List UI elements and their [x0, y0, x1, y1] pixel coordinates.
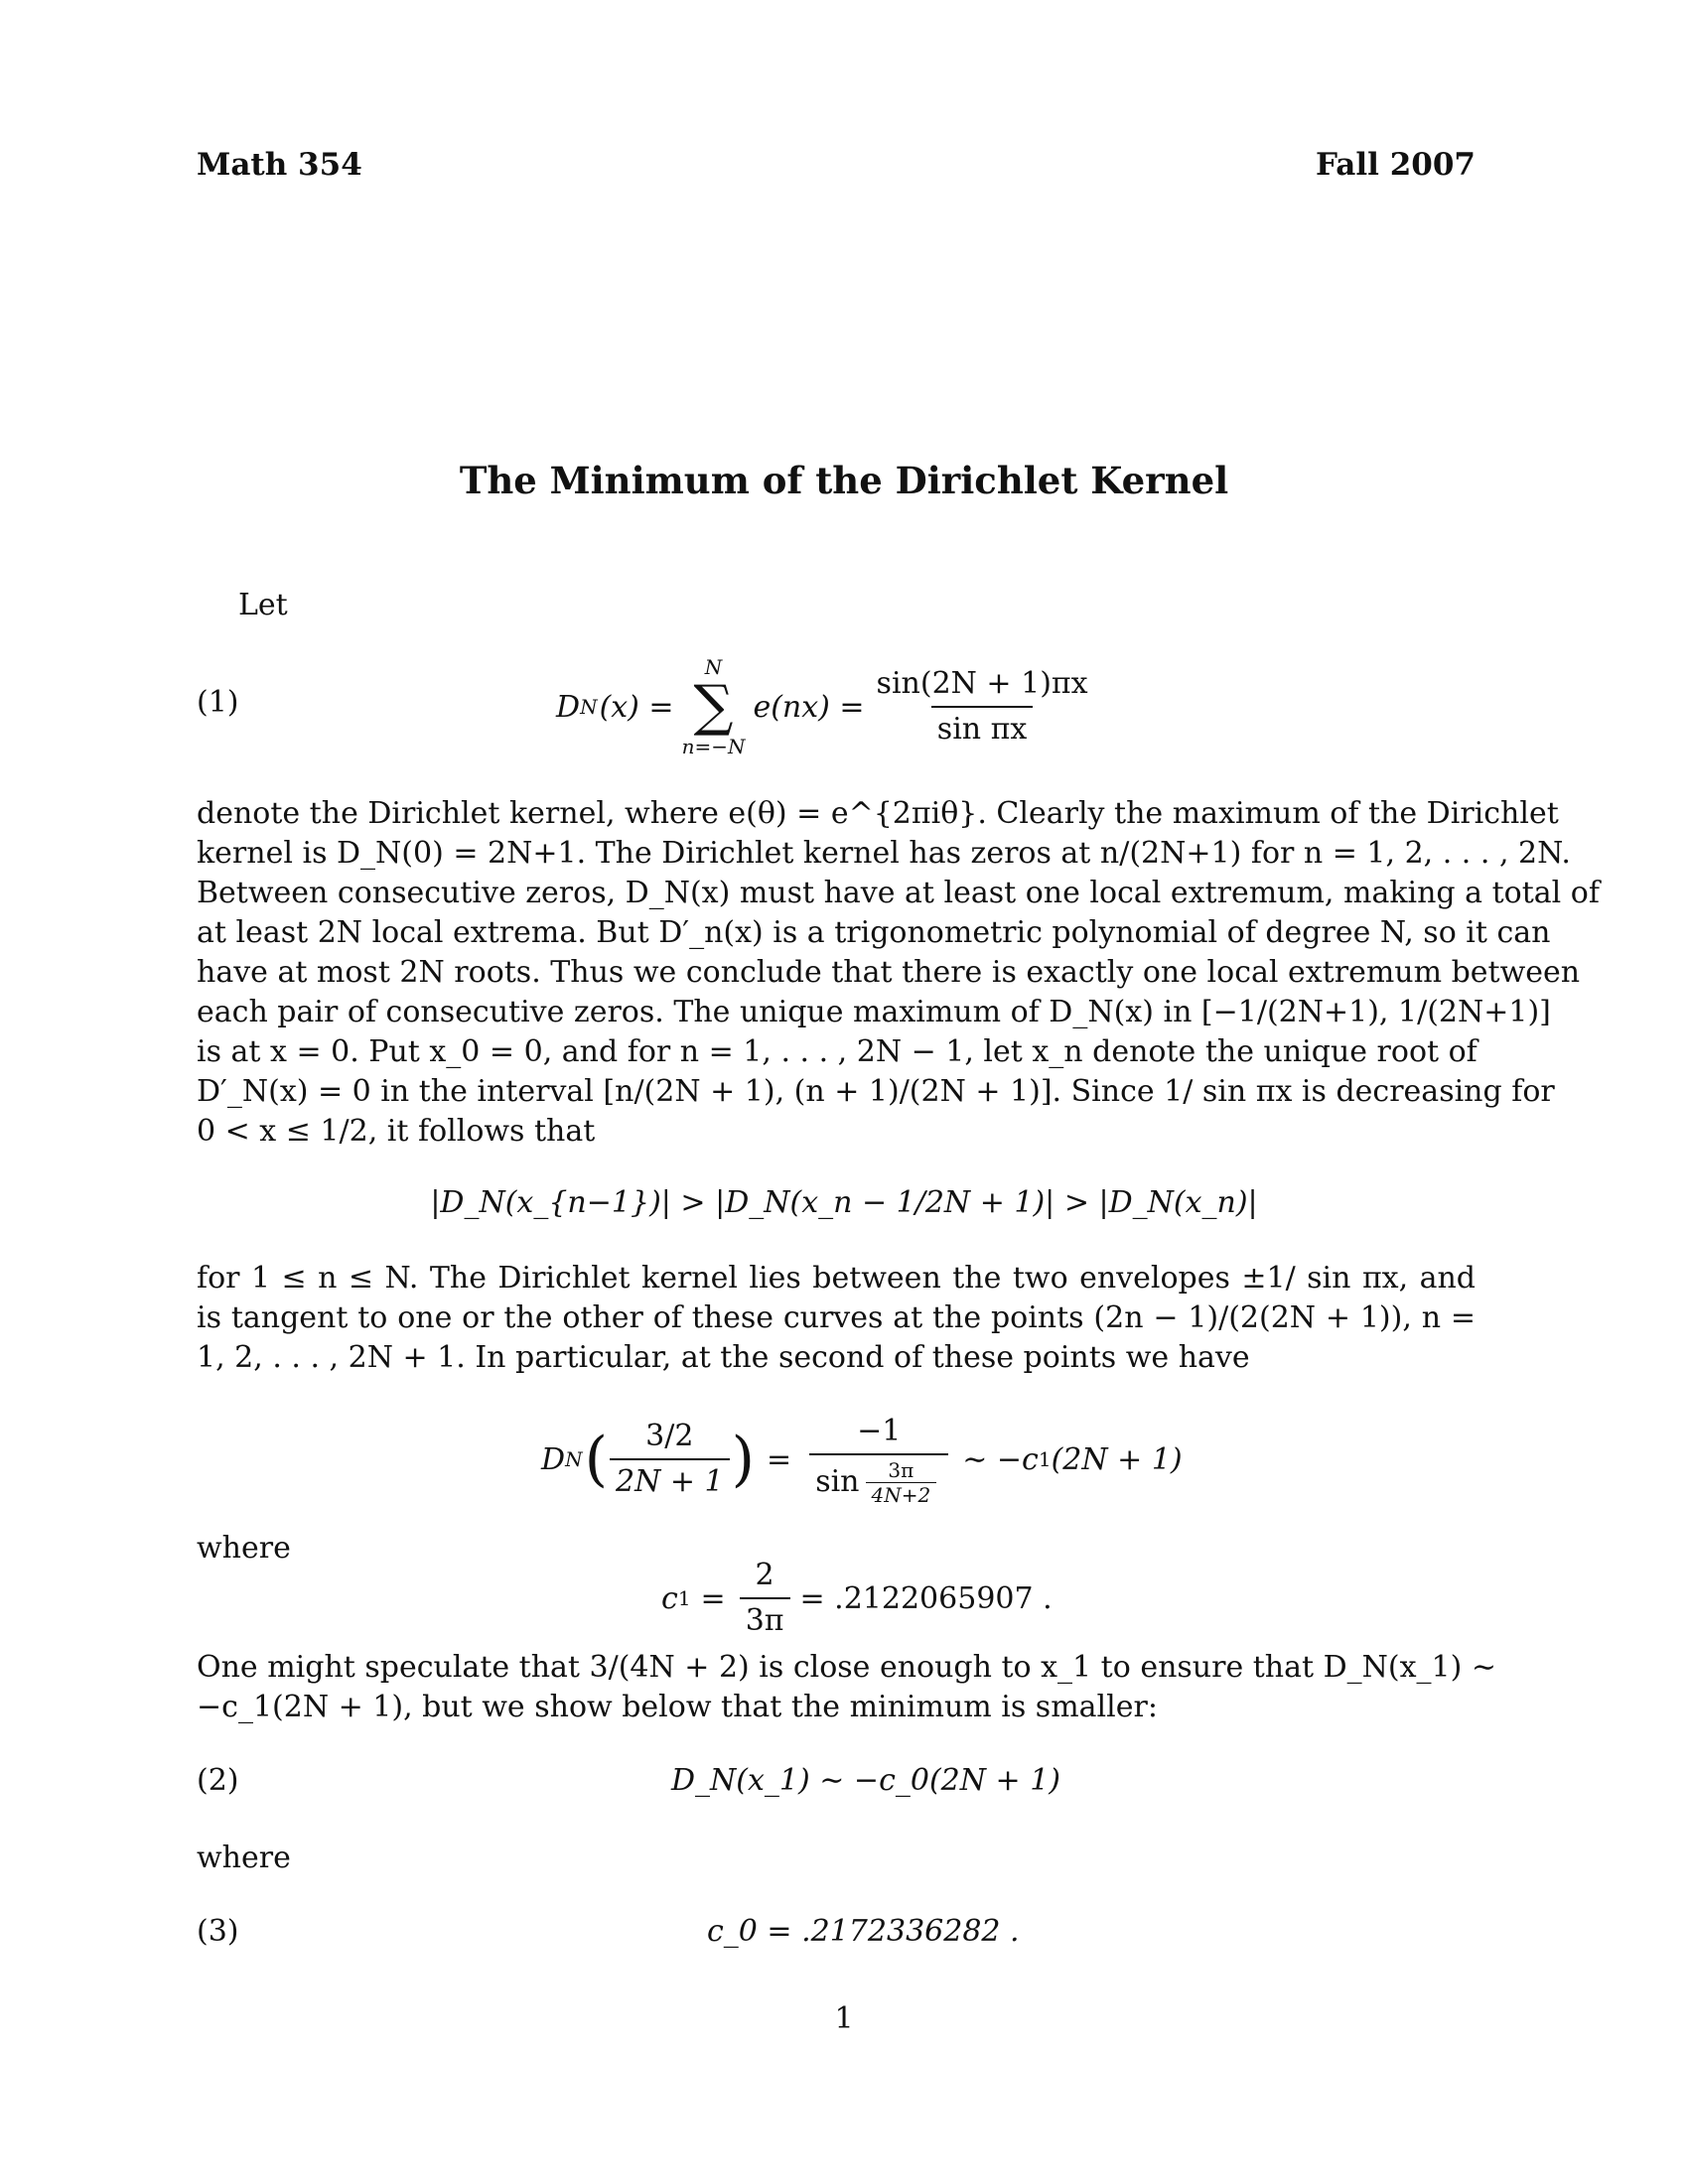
para1-line: kernel is D_N(0) = 2N+1. The Dirichlet kernel has zeros at n/(2N+1) for n = 1, 2, . . . , 2N.: [197, 836, 1571, 871]
intro-text: Let: [238, 588, 288, 622]
eqc-rhs-fraction: [809, 1414, 948, 1506]
course-label: Math 354: [197, 147, 362, 183]
eq1-term: e(nx) =: [753, 689, 865, 725]
sum-upper-limit: N: [704, 655, 723, 679]
para2-line: is tangent to one or the other of these curves at the points (2n − 1)/(2(2N + 1)), n =: [197, 1300, 1476, 1335]
para3-line: One might speculate that 3/(4N + 2) is close enough to x_1 to ensure that D_N(x_1) ∼: [197, 1650, 1496, 1685]
paragraph-1: [197, 794, 1600, 1152]
where-label-1: where: [197, 1531, 291, 1566]
c1-value: = .2122065907 .: [799, 1580, 1053, 1616]
where-label-2: where: [197, 1841, 291, 1875]
paragraph-2: [197, 1259, 1476, 1378]
equation-number-1: (1): [197, 685, 239, 720]
summation: [682, 655, 746, 758]
para1-line: each pair of consecutive zeros. The unique maximum of D_N(x) in [−1/(2N+1), 1/(2N+1)]: [197, 995, 1551, 1029]
eq1-numerator: sin(2N + 1)πx: [876, 666, 1088, 701]
eq1-lhs-arg: (x) =: [599, 689, 674, 725]
sum-lower-limit: n=−N: [681, 735, 746, 758]
eqc-rhs-numerator: −1: [857, 1413, 902, 1448]
c1-fraction: [740, 1558, 790, 1639]
equation-second-point: D N ( $\frac{3/2}{2N + 1}$ ) = −1 sin $\frac{3\pi}{4N+2}$ ∼ −c 1 (2N + 1): [541, 1413, 1183, 1507]
equation-number-3: (3): [197, 1914, 239, 1949]
eqc-arg-fraction: [610, 1419, 730, 1500]
eqc-lhs: D: [541, 1441, 566, 1477]
inner-denominator: 4N+2: [866, 1482, 937, 1506]
term-label: Fall 2007: [1315, 147, 1476, 183]
eqc-rhs-denominator: [809, 1453, 948, 1506]
asymptotic-tail: (2N + 1): [1051, 1441, 1183, 1477]
equation-2: D_N(x_1) ∼ −c_0(2N + 1): [671, 1763, 1060, 1798]
para1-line: denote the Dirichlet kernel, where e(θ) = e^{2πiθ}. Clearly the maximum of the Dirichlet: [197, 796, 1559, 831]
para1-line: 0 < x ≤ 1/2, it follows that: [197, 1114, 596, 1149]
eq1-fraction: [871, 666, 1094, 748]
sum-symbol: ∑: [693, 674, 734, 739]
c1-lhs: c: [661, 1580, 678, 1616]
eq1-lhs: D: [556, 689, 581, 725]
equals-sign: =: [767, 1441, 792, 1477]
para1-line: Between consecutive zeros, D_N(x) must have at least one local extremum, making a total of: [197, 876, 1600, 910]
c1-denominator: 3π: [740, 1597, 790, 1639]
equation-number-2: (2): [197, 1763, 239, 1798]
para1-line: D′_N(x) = 0 in the interval [n/(2N + 1), (n + 1)/(2N + 1)]. Since 1/ sin πx is decreasing for: [197, 1074, 1555, 1109]
asymptotic-lhs: ∼ −c: [962, 1441, 1039, 1477]
equation-1: D N (x) = N ∑ n=−N e(nx) = $\frac{\sin(2N + 1)\pi x}{\text{sin πx}}$: [556, 647, 1100, 766]
paragraph-3: [197, 1648, 1496, 1727]
sin-label: sin: [815, 1464, 860, 1499]
eqc-arg-numerator: 3/2: [645, 1419, 694, 1453]
para2-line: 1, 2, . . . , 2N + 1. In particular, at the second of these points we have: [197, 1340, 1250, 1375]
para1-line: at least 2N local extrema. But D′_n(x) is a trigonometric polynomial of degree N, so it can: [197, 915, 1551, 950]
para3-line: −c_1(2N + 1), but we show below that the minimum is smaller:: [197, 1690, 1158, 1724]
inequality-display: |D_N(x_{n−1})| > |D_N(x_n − 1/2N + 1)| > |D_N(x_n)|: [430, 1185, 1258, 1220]
para2-line: for 1 ≤ n ≤ N. The Dirichlet kernel lies between the two envelopes ±1/ sin πx, and: [197, 1261, 1476, 1296]
c1-numerator: 2: [755, 1558, 774, 1592]
eq1-denominator: sin πx: [931, 706, 1033, 748]
para1-line: have at most 2N roots. Thus we conclude that there is exactly one local extremum between: [197, 955, 1581, 990]
eqc-arg-denominator: 2N + 1: [610, 1458, 730, 1500]
equation-3: c_0 = .2172336282 .: [707, 1914, 1020, 1949]
para1-line: is at x = 0. Put x_0 = 0, and for n = 1, . . . , 2N − 1, let x_n denote the unique root of: [197, 1034, 1477, 1069]
inner-fraction: [866, 1459, 937, 1506]
c1-equals: =: [700, 1580, 726, 1616]
page-number: 1: [834, 2001, 854, 2036]
inner-numerator: 3π: [888, 1457, 914, 1482]
equation-c1: c 1 = $\frac{2}{3\pi}$ = .2122065907 .: [661, 1558, 1053, 1638]
page-title: The Minimum of the Dirichlet Kernel: [459, 459, 1229, 502]
